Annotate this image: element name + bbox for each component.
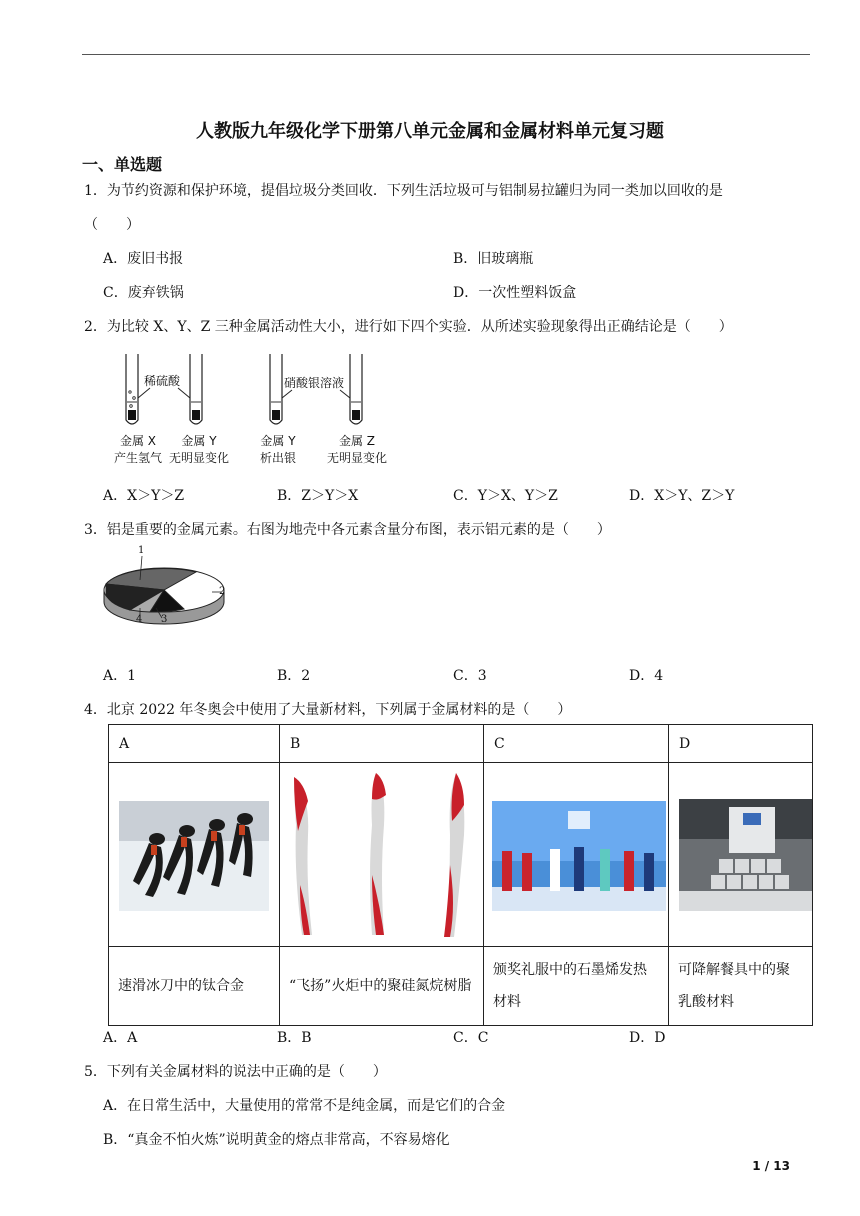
q4-image-b (280, 763, 484, 947)
q2-experiment-figure (100, 350, 400, 470)
q4-caption-d: 可降解餐具中的聚乳酸材料 (669, 947, 813, 1026)
fig-label-dilute-sulfuric-acid: 稀硫酸 (144, 374, 181, 388)
section-heading: 一、单选题 (82, 155, 163, 174)
q4-image-c (484, 763, 669, 947)
q4-header-c: C (484, 725, 669, 763)
q3-stem: 3．铝是重要的金属元素。右图为地壳中各元素含量分布图，表示铝元素的是（ ） (84, 522, 611, 538)
q2-option-c: C．Y＞X、Y＞Z (453, 488, 558, 504)
pie-label-2: 2 (219, 586, 226, 597)
q1-option-c: C．废弃铁锅 (103, 285, 184, 301)
q4-option-a: A．A (103, 1030, 138, 1046)
q5-option-a: A．在日常生活中，大量使用的常常不是纯金属，而是它们的合金 (103, 1098, 506, 1114)
q2-option-a: A．X＞Y＞Z (103, 488, 185, 504)
q2-stem: 2．为比较 X、Y、Z 三种金属活动性大小，进行如下四个实验．从所述实验现象得出正确结论是（ ） (84, 319, 733, 335)
torches-image (280, 765, 473, 945)
pie-label-1: 1 (138, 545, 145, 556)
q4-stem: 4．北京 2022 年冬奥会中使用了大量新材料，下列属于金属材料的是（ ） (84, 702, 572, 718)
q1-option-b: B．旧玻璃瓶 (453, 251, 534, 267)
q4-option-c: C．C (453, 1030, 489, 1046)
q4-caption-a: 速滑冰刀中的钛合金 (109, 947, 280, 1026)
award-ceremony-image (492, 801, 666, 911)
pie-label-3: 3 (161, 614, 168, 625)
q4-option-d: D．D (629, 1030, 666, 1046)
header-rule (82, 54, 810, 55)
tube-1-caption: 金属 X 产生氢气 (113, 434, 162, 465)
q4-caption-b: “飞扬”火炬中的聚硅氮烷树脂 (280, 947, 484, 1026)
q2-option-d: D．X＞Y、Z＞Y (629, 488, 735, 504)
q4-image-d (669, 763, 813, 947)
speed-skaters-image (119, 801, 269, 911)
q4-header-a: A (109, 725, 280, 763)
q3-option-d: D．4 (629, 668, 664, 684)
q4-image-a (109, 763, 280, 947)
q4-header-d: D (669, 725, 813, 763)
page-number: 1 / 13 (752, 1159, 790, 1173)
tube-2-caption: 金属 Y 无明显变化 (168, 434, 229, 465)
document-title: 人教版九年级化学下册第八单元金属和金属材料单元复习题 (196, 121, 664, 142)
tube-3-caption: 金属 Y 析出银 (259, 434, 296, 465)
q3-option-c: C．3 (453, 668, 487, 684)
pie-label-4: 4 (136, 614, 143, 625)
q1-stem: 1．为节约资源和保护环境，提倡垃圾分类回收．下列生活垃圾可与铝制易拉罐归为同一类加以回收的是 (84, 183, 723, 199)
q1-paren: （ ） (84, 217, 140, 233)
tube-4-caption: 金属 Z 无明显变化 (326, 434, 387, 465)
fig-label-silver-nitrate: 硝酸银溶液 (284, 376, 345, 390)
q4-header-b: B (280, 725, 484, 763)
q1-option-a: A．废旧书报 (103, 251, 184, 267)
beijing-2022-tableware-image (679, 799, 812, 911)
q3-option-a: A．1 (103, 668, 137, 684)
q3-pie-figure (100, 546, 230, 626)
q4-caption-c: 颁奖礼服中的石墨烯发热材料 (484, 947, 669, 1026)
q1-option-d: D．一次性塑料饭盒 (453, 285, 577, 301)
q4-option-b: B．B (277, 1030, 312, 1046)
q5-option-b: B．“真金不怕火炼”说明黄金的熔点非常高，不容易熔化 (103, 1132, 450, 1148)
q4-table (108, 724, 813, 1026)
q2-option-b: B．Z＞Y＞X (277, 488, 359, 504)
q5-stem: 5．下列有关金属材料的说法中正确的是（ ） (84, 1064, 387, 1080)
q3-option-b: B．2 (277, 668, 311, 684)
